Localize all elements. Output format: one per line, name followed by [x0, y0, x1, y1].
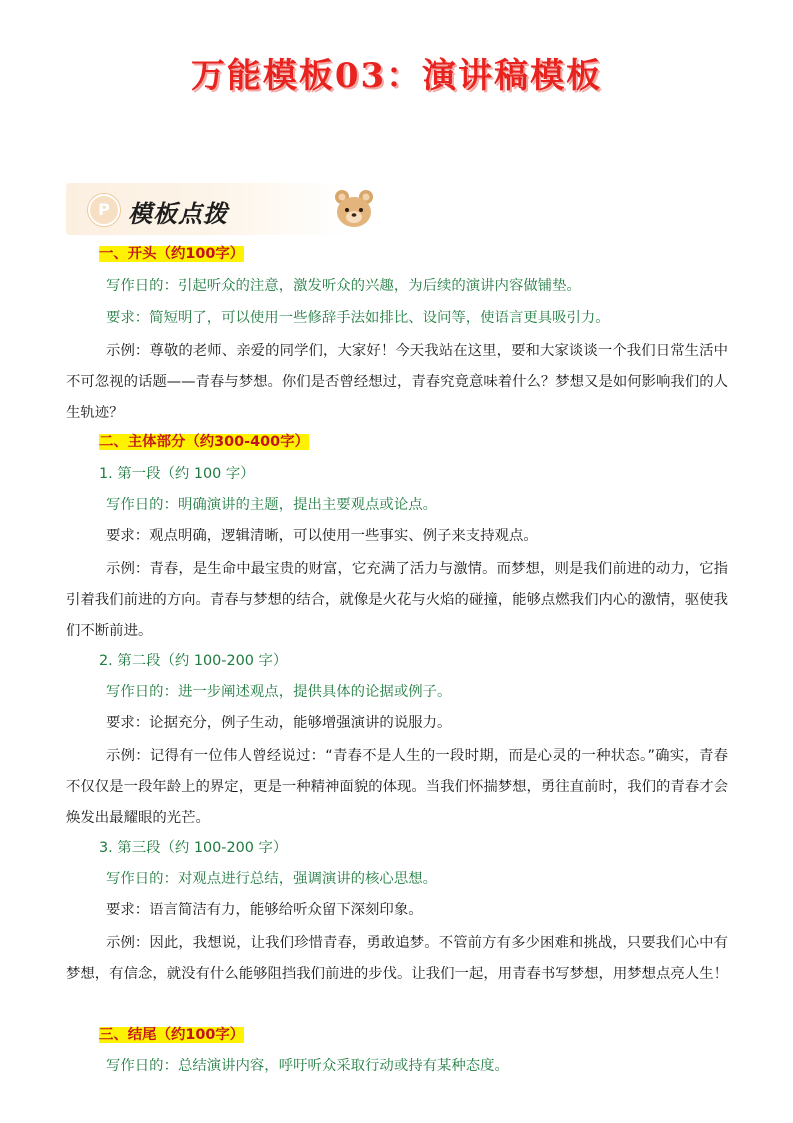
- paragraph-1-requirement: 要求：观点明确，逻辑清晰，可以使用一些事实、例子来支持观点。: [106, 528, 538, 544]
- paragraph-1-example: 示例：青春，是生命中最宝贵的财富，它充满了活力与激情。而梦想，则是我们前进的动力，它指引着我们前进的方向。青春与梦想的结合，就像是火花与火焰的碰撞，能够点燃我们内心的激情，驱使我们不断前进。: [66, 561, 728, 639]
- page-title: 万能模板03：演讲稿模板: [190, 56, 603, 96]
- section-count: 300-400: [214, 434, 281, 450]
- section-count: 100: [185, 1027, 216, 1043]
- paragraph-3-purpose: 写作日的：对观点进行总结，强调演讲的核心思想。: [106, 871, 437, 887]
- section-banner: [66, 183, 350, 235]
- section-prefix: 一、开头（约: [99, 246, 186, 262]
- section-prefix: 三、结尾（约: [99, 1027, 186, 1043]
- paragraph-2-purpose: 写作日的：进一步阐述观点，提供具体的论据或例子。: [106, 684, 452, 700]
- section-heading-2: [99, 432, 309, 452]
- section-heading-1: [99, 244, 244, 264]
- bear-mascot-icon: [330, 185, 378, 233]
- paragraph-1-purpose: 写作日的：明确演讲的主题，提出主要观点或论点。: [106, 497, 437, 513]
- paragraph-3-requirement: 要求：语言简洁有力，能够给听众留下深刻印象。: [106, 902, 423, 918]
- paragraph-2-heading: 2. 第二段（约 100-200 字）: [99, 653, 288, 669]
- paragraph-2-requirement: 要求：论据充分，例子生动，能够增强演讲的说服力。: [106, 715, 452, 731]
- banner-label: 模板点拨: [128, 200, 228, 228]
- section-suffix: 字）: [280, 434, 309, 450]
- paragraph-1-heading: 1. 第一段（约 100 字）: [99, 466, 255, 482]
- intro-purpose: 写作日的：引起听众的注意，激发听众的兴趣，为后续的演讲内容做铺垫。: [106, 278, 581, 294]
- paragraph-3-heading: 3. 第三段（约 100-200 字）: [99, 840, 288, 856]
- p-coin-icon: P: [88, 194, 120, 226]
- ending-purpose: 写作日的：总结演讲内容，呼吁听众采取行动或持有某种态度。: [106, 1058, 509, 1074]
- section-suffix: 字）: [215, 1027, 245, 1043]
- intro-example: 示例：尊敬的老师、亲爱的同学们，大家好！今天我站在这里，要和大家谈谈一个我们日常生活中不可忽视的话题——青春与梦想。你们是否曾经想过，青春究竟意味着什么？梦想又是如何影响我们的人生轨迹？: [66, 343, 728, 421]
- paragraph-3-example: 示例：因此，我想说，让我们珍惜青春，勇敢追梦。不管前方有多少困难和挑战，只要我们心中有梦想，有信念，就没有什么能够阻挡我们前进的步伐。让我们一起，用青春书写梦想，用梦想点亮人生！: [66, 935, 728, 982]
- section-prefix: 二、主体部分（约: [99, 434, 215, 450]
- section-heading-3: [99, 1025, 244, 1045]
- section-suffix: 字）: [215, 246, 245, 262]
- intro-requirement: 要求：简短明了，可以使用一些修辞手法如排比、设问等，使语言更具吸引力。: [106, 310, 610, 326]
- section-count: 100: [185, 246, 216, 262]
- paragraph-2-example: 示例：记得有一位伟人曾经说过：“青春不是人生的一段时期，而是心灵的一种状态。”确实，青春不仅仅是一段年龄上的界定，更是一种精神面貌的体现。当我们怀揣梦想，勇往直前时，我们的青春才会焕发出最耀眼的光芒。: [66, 748, 728, 826]
